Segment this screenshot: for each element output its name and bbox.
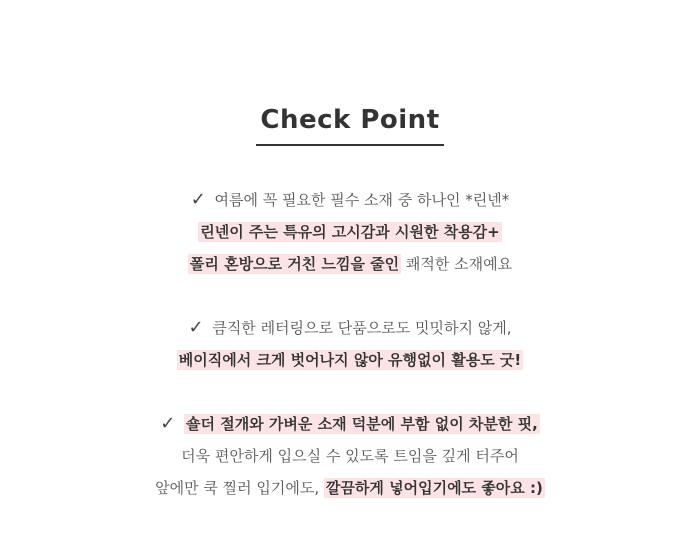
text-line bbox=[0, 408, 700, 440]
highlighted-text: 베이직에서 크게 벗어나지 않아 유행없이 활용도 굿! bbox=[178, 351, 522, 369]
highlighted-text: 린넨이 주는 특유의 고시감과 시원한 착용감+ bbox=[200, 223, 500, 241]
text-line bbox=[0, 344, 700, 376]
text-segment: 더욱 편안하게 입으실 수 있도록 트임을 깊게 터주어 bbox=[181, 447, 519, 465]
text-line bbox=[0, 472, 700, 504]
text-segment: 여름에 꼭 필요한 필수 소재 중 하나인 *린넨* bbox=[214, 191, 510, 209]
section-title: Check Point bbox=[256, 104, 443, 146]
text-line bbox=[0, 184, 700, 216]
text-line bbox=[0, 248, 700, 280]
text-line bbox=[0, 312, 700, 344]
checkmark-icon: ✓ bbox=[188, 317, 210, 338]
text-segment: 큼직한 레터링으로 단품으로도 밋밋하지 않게, bbox=[212, 319, 512, 337]
checkmark-icon: ✓ bbox=[190, 189, 212, 210]
section-2 bbox=[0, 312, 700, 376]
text-line bbox=[0, 216, 700, 248]
section-1 bbox=[0, 184, 700, 280]
text-line bbox=[0, 440, 700, 472]
text-segment: 앞에만 쿡 찔러 입기에도, bbox=[155, 479, 324, 497]
highlighted-text: 폴리 혼방으로 거친 느낌을 줄인 bbox=[189, 255, 400, 273]
highlighted-text: 숄더 절개와 가벼운 소재 덕분에 부함 없이 차분한 핏, bbox=[186, 415, 538, 433]
checkmark-icon: ✓ bbox=[160, 413, 182, 434]
title-wrap bbox=[0, 104, 700, 146]
text-segment: 쾌적한 소재예요 bbox=[401, 255, 513, 273]
section-3 bbox=[0, 408, 700, 504]
highlighted-text: 깔끔하게 넣어입기에도 좋아요 :) bbox=[325, 479, 543, 497]
